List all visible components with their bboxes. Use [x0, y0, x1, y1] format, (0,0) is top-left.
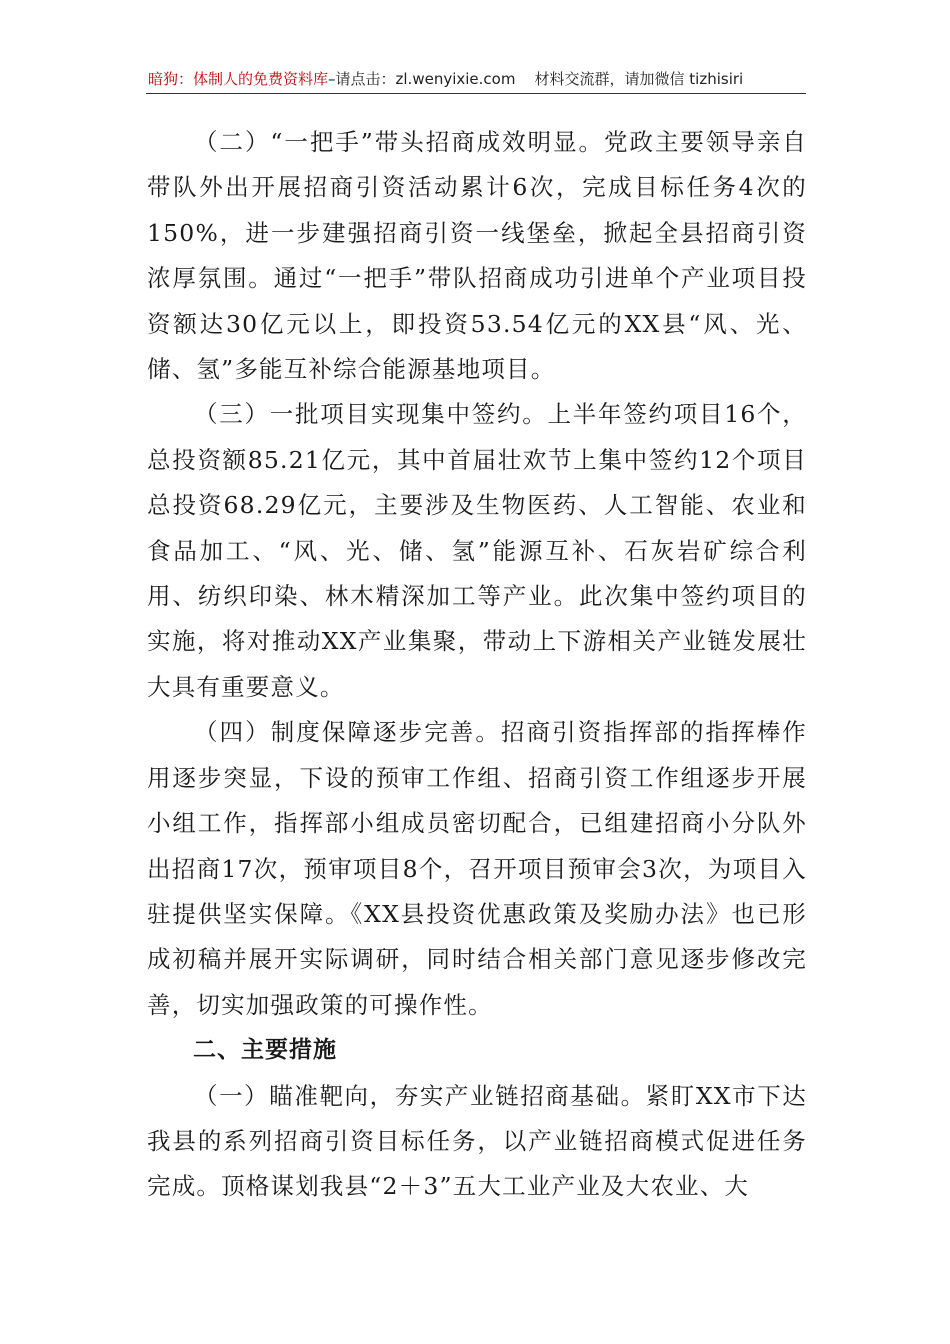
section-heading-main-measures: 二、主要措施: [193, 1037, 337, 1064]
paragraph-project-signing: （三）一批项目实现集中签约。上半年签约项目16个，总投资额85.21亿元，其中首届壮欢节上集中签约12个项目总投资68.29亿元，主要涉及生物医药、人工智能、农业和食品加工、“风、光、储、氢”能源互补、石灰岩矿综合利用、纺织印染、林木精深加工等产业。此次集中签约项目的实施，将对推动XX产业集聚，带动上下游相关产业链发展壮大具有重要意义。: [147, 400, 807, 701]
document-body: [147, 120, 807, 1210]
paragraph-industry-chain: （一）瞄准靶向，夯实产业链招商基础。紧盯XX市下达我县的系列招商引资目标任务，以产业链招商模式促进任务完成。顶格谋划我县“2＋3”五大工业产业及大农业、大: [147, 1081, 807, 1201]
header-link-text[interactable]: –请点击：zl.wenyixie.com: [328, 70, 516, 88]
header-site-name: 暗狗：体制人的免费资料库: [148, 70, 329, 88]
header-divider: [146, 93, 806, 94]
page-header: [148, 66, 804, 92]
header-wechat-note: 材料交流群，请加微信 tizhisiri: [534, 70, 744, 88]
paragraph-leader-investment: （二）“一把手”带头招商成效明显。党政主要领导亲自带队外出开展招商引资活动累计6次，完成目标任务4次的150%，进一步建强招商引资一线堡垒，掀起全县招商引资浓厚氛围。通过“一把手”带队招商成功引进单个产业项目投资额达30亿元以上，即投资53.54亿元的XX县“风、光、储、氢”多能互补综合能源基地项目。: [147, 128, 807, 384]
paragraph-system-guarantee: （四）制度保障逐步完善。招商引资指挥部的指挥棒作用逐步突显，下设的预审工作组、招商引资工作组逐步开展小组工作，指挥部小组成员密切配合，已组建招商小分队外出招商17次，预审项目8个，召开项目预审会3次，为项目入驻提供坚实保障。《XX县投资优惠政策及奖励办法》也已形成初稿并展开实际调研，同时结合相关部门意见逐步修改完善，切实加强政策的可操作性。: [147, 718, 807, 1019]
